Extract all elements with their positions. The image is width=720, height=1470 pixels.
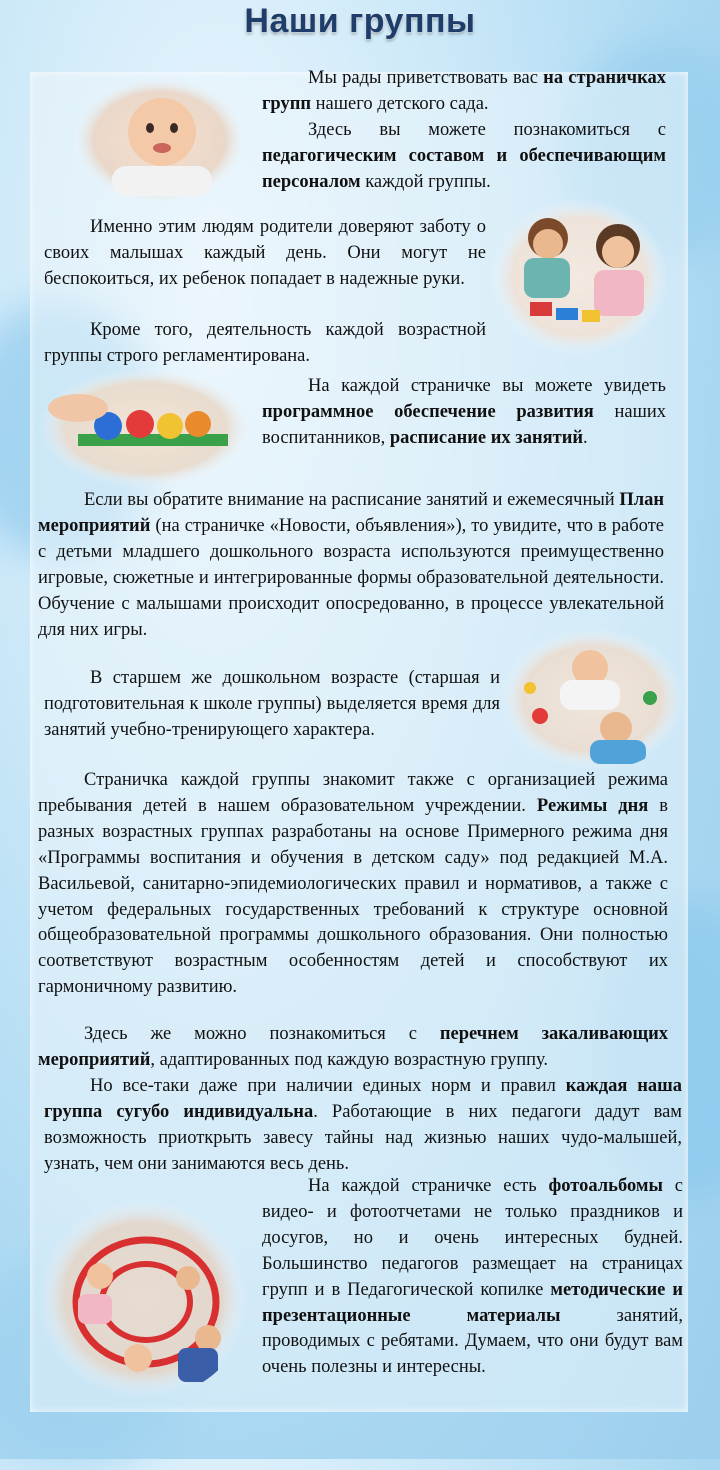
text-run: Здесь же можно познакомиться с [84, 1024, 440, 1044]
text-run: нашего детского сада. [311, 93, 489, 114]
text-run: Кроме того, деятельность каждой возрастной группы строго регламентирована. [44, 320, 486, 366]
toy-train-photo [38, 368, 253, 488]
bold-text: методические и презентационные материалы [262, 1279, 683, 1326]
text-run: с видео- и фотоотчетами не только праздников и досугов, но и очень интересных будней. Большинство педагогов размещает на страницах групп и в Педагогической копилке [262, 1176, 683, 1300]
text-block [44, 666, 500, 744]
text-block [44, 318, 486, 370]
bold-text: педагогическим составом и обеспечивающим персоналом [262, 145, 666, 192]
text-block [38, 488, 664, 643]
text-run: Здесь вы можете познакомиться с [308, 120, 666, 140]
text-run: В старшем же дошкольном возрасте (старшая и подготовительная к школе группы) выделяется время для занятий учебно-тренирующего характера. [44, 668, 500, 740]
text-run: , адаптированных под каждую возрастную группу. [150, 1049, 549, 1070]
text-run: Мы рады приветствовать вас [308, 68, 544, 88]
text-run: Если вы обратите внимание на расписание занятий и ежемесячный [84, 490, 620, 510]
text-block [262, 374, 666, 452]
page-title: Наши группы [244, 2, 476, 40]
bold-text: Режимы дня [536, 795, 649, 816]
bold-text: перечнем закаливающих мероприятий [38, 1024, 669, 1070]
text-block [262, 118, 666, 196]
text-block [38, 1022, 668, 1074]
text-block [44, 215, 486, 293]
text-run: каждой группы. [360, 171, 491, 192]
text-run: в разных возрастных группах разработаны на основе Примерного режима дня «Программы воспитания и обучения в детском саду» под редакцией М.А. Васильевой, санитарно-эпидемиологических правил и нормативов, а также с учетом федеральных государственных требований к структуре основной общеобразовательной программы дошкольного образования. Они полностью соответствуют возрастным особенностям детей и способствуют их гармоничному развитию. [38, 795, 668, 998]
text-block [44, 1074, 682, 1178]
text-run: занятий, проводимых с ребятами. Думаем, что они будут вам очень полезны и интересны. [262, 1305, 683, 1378]
text-run: На каждой страничке есть [308, 1176, 549, 1196]
bold-text: фотоальбомы [548, 1176, 663, 1196]
playground-kids-photo [38, 1198, 248, 1398]
text-run: (на страничке «Новости, объявления»), то увидите, что в работе с детьми младшего дошкольного возраста используются преимущественно игровые, сюжетные и интегрированные формы образовательной деятельности. Обучение с малышами происходит опосредованно, в процессе увлекательной для них игры. [38, 515, 664, 640]
text-run: На каждой страничке вы можете увидеть [308, 376, 666, 396]
bold-text: расписание их занятий [389, 427, 584, 448]
baby-photo [72, 76, 247, 204]
painting-kids-photo [500, 628, 685, 770]
text-run: Страничка каждой группы знакомит также с организацией режима пребывания детей в нашем образовательном учреждении. [38, 770, 668, 816]
text-run: наших воспитанников, [262, 401, 666, 448]
text-block [38, 768, 668, 1001]
text-run: . Работающие в них педагоги дадут вам возможность приоткрыть завесу тайны над жизнью наших чудо-малышей, узнать, чем они занимаются весь день. [44, 1101, 683, 1174]
text-block [262, 1174, 683, 1381]
kids-playing-photo [490, 198, 668, 356]
bold-text: каждая наша группа сугубо индивидуальна [44, 1076, 682, 1122]
bold-text: План мероприятий [38, 490, 664, 536]
text-run: . [583, 427, 588, 448]
text-block [262, 66, 666, 118]
bold-text: программное обеспечение развития [262, 401, 594, 422]
text-run: Именно этим людям родители доверяют заботу о своих малышах каждый день. Они могут не беспокоиться, их ребенок попадает в надежные руки. [44, 217, 486, 289]
bold-text: на страничках групп [262, 68, 666, 114]
text-run: Но все-таки даже при наличии единых норм и правил [90, 1076, 566, 1096]
